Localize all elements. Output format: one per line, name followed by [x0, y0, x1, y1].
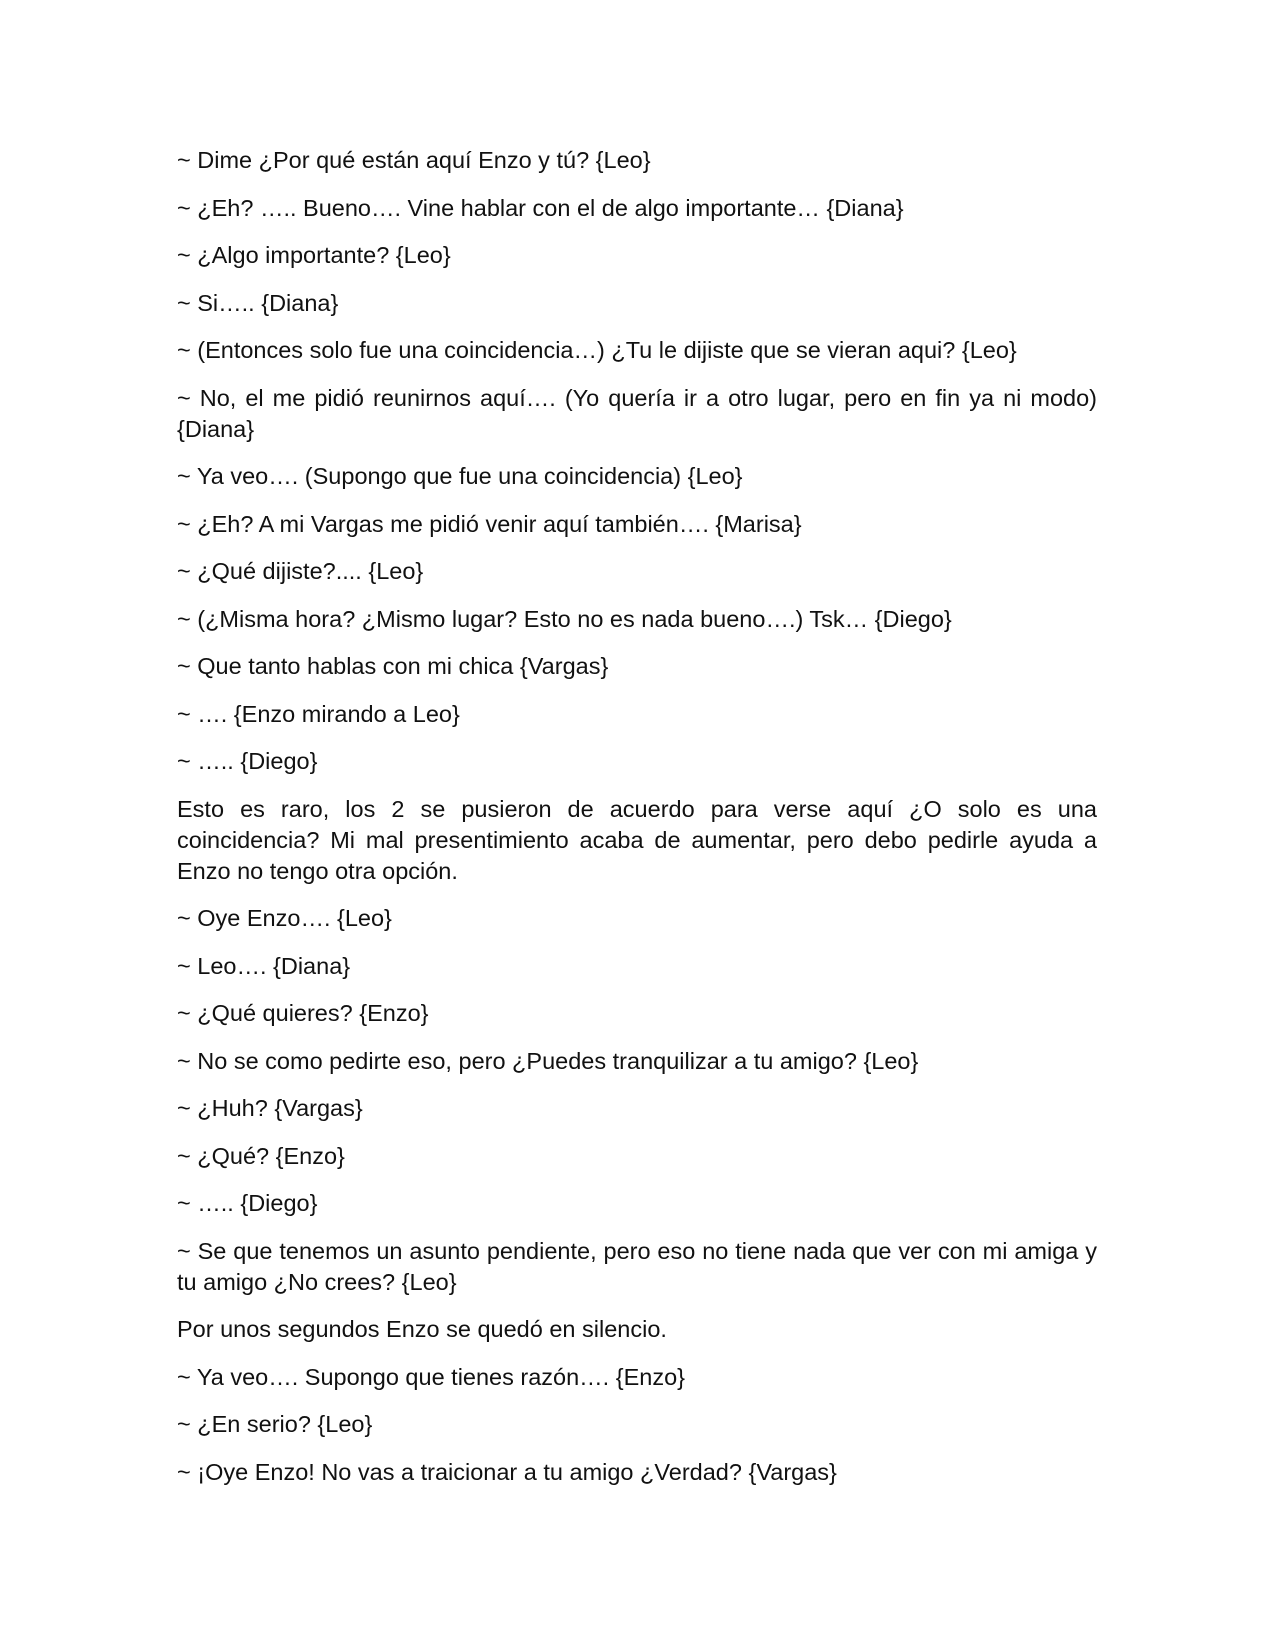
- document-page: [177, 145, 1097, 1504]
- paragraph-19: ~ ¿Huh? {Vargas}: [177, 1095, 363, 1121]
- paragraph-20: ~ ¿Qué? {Enzo}: [177, 1142, 345, 1169]
- paragraph-5: ~ (Entonces solo fue una coincidencia…) ¿Tu le dijiste que se vieran aqui? {Leo}: [177, 337, 1017, 363]
- paragraph-7: ~ Ya veo…. (Supongo que fue una coincidencia) {Leo}: [177, 463, 743, 489]
- paragraph-8: ~ ¿Eh? A mi Vargas me pidió venir aquí también…. {Marisa}: [177, 510, 802, 537]
- paragraph-26: ~ ¡Oye Enzo! No vas a traicionar a tu amigo ¿Verdad? {Vargas}: [177, 1458, 837, 1485]
- paragraph-21: ~ ….. {Diego}: [177, 1190, 318, 1216]
- paragraph-1: ~ Dime ¿Por qué están aquí Enzo y tú? {Leo}: [177, 147, 651, 173]
- paragraph-18: ~ No se como pedirte eso, pero ¿Puedes tranquilizar a tu amigo? {Leo}: [177, 1047, 919, 1074]
- paragraph-24: ~ Ya veo…. Supongo que tienes razón…. {Enzo}: [177, 1363, 686, 1390]
- paragraph-12: ~ …. {Enzo mirando a Leo}: [177, 700, 460, 727]
- paragraph-23: Por unos segundos Enzo se quedó en silencio.: [177, 1316, 667, 1342]
- paragraph-9: ~ ¿Qué dijiste?.... {Leo}: [177, 558, 424, 584]
- paragraph-17: ~ ¿Qué quieres? {Enzo}: [177, 1000, 429, 1026]
- paragraph-16: ~ Leo…. {Diana}: [177, 952, 351, 979]
- paragraph-22: ~ Se que tenemos un asunto pendiente, pero eso no tiene nada que ver con mi amiga y tu amigo ¿No crees? {Leo}: [177, 1237, 1097, 1295]
- paragraph-6: ~ No, el me pidió reunirnos aquí…. (Yo quería ir a otro lugar, pero en fin ya ni modo) {Diana}: [177, 384, 1097, 442]
- paragraph-4: ~ Si….. {Diana}: [177, 289, 339, 316]
- paragraph-13: ~ ….. {Diego}: [177, 748, 318, 774]
- paragraph-3: ~ ¿Algo importante? {Leo}: [177, 242, 451, 268]
- paragraph-25: ~ ¿En serio? {Leo}: [177, 1411, 373, 1437]
- paragraph-15: ~ Oye Enzo…. {Leo}: [177, 905, 392, 931]
- paragraph-14: Esto es raro, los 2 se pusieron de acuerdo para verse aquí ¿O solo es una coincidencia? Mi mal presentimiento acaba de aumentar, pero debo pedirle ayuda a Enzo no tengo otra opción.: [177, 795, 1097, 884]
- paragraph-10: ~ (¿Misma hora? ¿Mismo lugar? Esto no es nada bueno….) Tsk… {Diego}: [177, 605, 952, 632]
- paragraph-2: ~ ¿Eh? ….. Bueno…. Vine hablar con el de algo importante… {Diana}: [177, 194, 904, 221]
- paragraph-11: ~ Que tanto hablas con mi chica {Vargas}: [177, 653, 609, 679]
